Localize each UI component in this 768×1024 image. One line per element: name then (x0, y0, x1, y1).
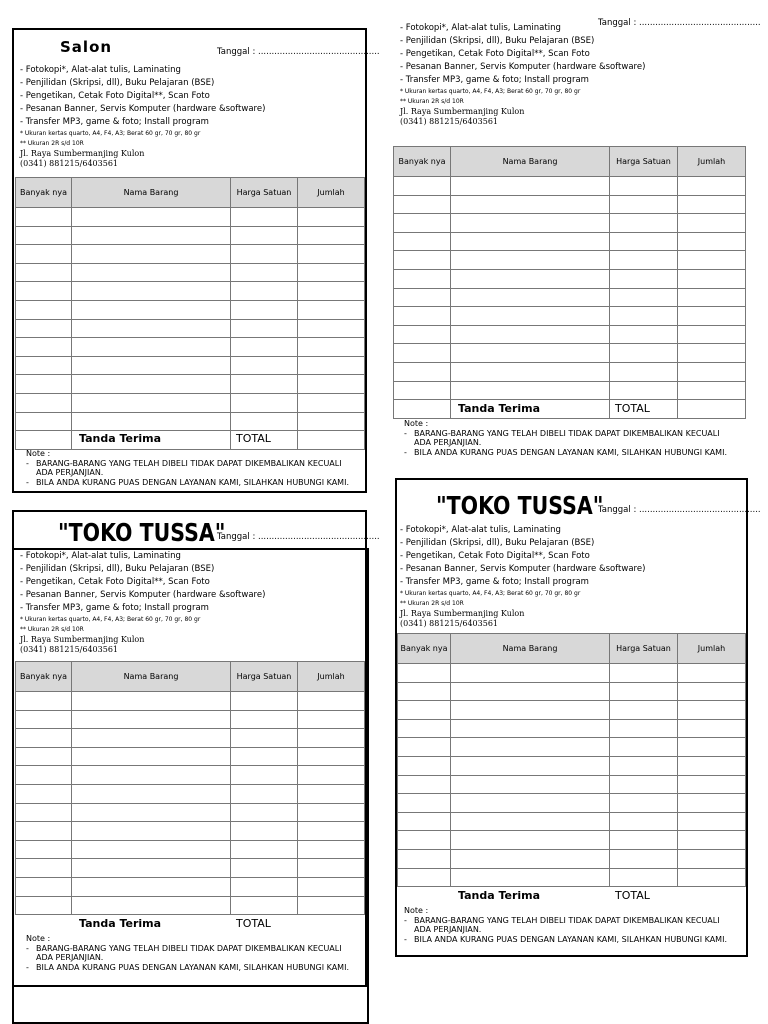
col-harga: Harga Satuan (231, 662, 298, 692)
item-cell[interactable] (451, 664, 610, 683)
price-cell[interactable] (610, 794, 678, 813)
note-item-cont: ADA PERJANJIAN. (36, 953, 104, 962)
service-item: - Transfer MP3, game & foto; Install program (400, 577, 589, 587)
footnote: ** Ukuran 2R s/d 10R (400, 600, 464, 607)
date-field: Tanggal : ............................................. (217, 47, 380, 57)
note-item: - BILA ANDA KURANG PUAS DENGAN LAYANAN KAMI, SILAHKAN HUBUNGI KAMI. (26, 478, 349, 488)
table-row (398, 738, 746, 757)
footnote: ** Ukuran 2R s/d 10R (20, 140, 84, 147)
address: Jl. Raya Sumbermanjing Kulon (400, 107, 525, 116)
qty-cell[interactable] (398, 682, 451, 701)
amount-cell[interactable] (678, 682, 746, 701)
note-label: Note : (26, 449, 51, 458)
service-item: - Penjilidan (Skripsi, dll), Buku Pelajaran (BSE) (20, 78, 215, 88)
item-cell[interactable] (451, 812, 610, 831)
col-jumlah: Jumlah (298, 662, 365, 692)
footnote: * Ukuran kertas quarto, A4, F4, A3; Berat 60 gr, 70 gr, 80 gr (20, 130, 201, 137)
service-item: - Pesanan Banner, Servis Komputer (hardware &software) (20, 104, 266, 114)
note-label: Note : (404, 419, 429, 428)
price-cell[interactable] (610, 775, 678, 794)
amount-cell[interactable] (678, 738, 746, 757)
footnote: * Ukuran kertas quarto, A4, F4, A3; Berat 60 gr, 70 gr, 80 gr (20, 616, 201, 623)
item-cell[interactable] (451, 831, 610, 850)
price-cell[interactable] (610, 719, 678, 738)
date-field: Tanggal : ............................................. (217, 532, 380, 542)
price-cell[interactable] (610, 682, 678, 701)
tanda-terima: Tanda Terima (79, 917, 162, 930)
price-cell[interactable] (610, 831, 678, 850)
price-cell[interactable] (610, 664, 678, 683)
item-cell[interactable] (451, 682, 610, 701)
address: Jl. Raya Sumbermanjing Kulon (20, 635, 145, 644)
note-item: - BILA ANDA KURANG PUAS DENGAN LAYANAN KAMI, SILAHKAN HUBUNGI KAMI. (404, 935, 727, 945)
total-label: TOTAL (236, 917, 271, 930)
col-jumlah: Jumlah (298, 178, 365, 208)
shop-title: Salon (60, 38, 113, 56)
table-row (398, 682, 746, 701)
tanda-terima: Tanda Terima (79, 432, 162, 445)
col-banyak: Banyak nya (16, 178, 72, 208)
service-item: - Fotokopi*, Alat-alat tulis, Laminating (20, 65, 181, 75)
note-label: Note : (404, 906, 429, 915)
item-cell[interactable] (451, 775, 610, 794)
address: Jl. Raya Sumbermanjing Kulon (20, 149, 145, 158)
address: Jl. Raya Sumbermanjing Kulon (400, 609, 525, 618)
note-item-cont: ADA PERJANJIAN. (414, 438, 482, 447)
col-nama: Nama Barang (72, 662, 231, 692)
table-row (398, 868, 746, 887)
tanda-terima: Tanda Terima (458, 889, 541, 902)
service-item: - Pengetikan, Cetak Foto Digital**, Scan Foto (400, 49, 590, 59)
amount-cell[interactable] (678, 831, 746, 850)
qty-cell[interactable] (398, 794, 451, 813)
footnote: ** Ukuran 2R s/d 10R (400, 98, 464, 105)
qty-cell[interactable] (398, 719, 451, 738)
service-item: - Penjilidan (Skripsi, dll), Buku Pelajaran (BSE) (20, 564, 215, 574)
note-item: - BARANG-BARANG YANG TELAH DIBELI TIDAK DAPAT DIKEMBALIKAN KECUALI (404, 916, 727, 926)
phone: (0341) 881215/6403561 (400, 619, 499, 628)
col-banyak: Banyak nya (16, 662, 72, 692)
table-row (398, 664, 746, 683)
phone: (0341) 881215/6403561 (20, 645, 119, 654)
service-item: - Penjilidan (Skripsi, dll), Buku Pelajaran (BSE) (400, 36, 595, 46)
table-row (398, 794, 746, 813)
qty-cell[interactable] (398, 664, 451, 683)
col-harga: Harga Satuan (231, 178, 298, 208)
qty-cell[interactable] (398, 775, 451, 794)
date-field: Tanggal : ............................................. (598, 18, 761, 28)
note-item: - BARANG-BARANG YANG TELAH DIBELI TIDAK DAPAT DIKEMBALIKAN KECUALI (26, 459, 349, 469)
col-banyak: Banyak nya (398, 634, 451, 664)
table-row (398, 719, 746, 738)
service-item: - Pesanan Banner, Servis Komputer (hardware &software) (400, 564, 646, 574)
footnote: * Ukuran kertas quarto, A4, F4, A3; Berat 60 gr, 70 gr, 80 gr (400, 88, 581, 95)
col-harga: Harga Satuan (610, 634, 678, 664)
note-item: - BILA ANDA KURANG PUAS DENGAN LAYANAN KAMI, SILAHKAN HUBUNGI KAMI. (404, 448, 727, 458)
footnote: ** Ukuran 2R s/d 10R (20, 626, 84, 633)
service-item: - Transfer MP3, game & foto; Install program (20, 117, 209, 127)
notes (404, 906, 727, 944)
price-cell[interactable] (610, 868, 678, 887)
col-jumlah: Jumlah (678, 147, 746, 177)
date-field: Tanggal : ............................................. (598, 505, 761, 515)
total-label: TOTAL (236, 432, 271, 445)
note-item-cont: ADA PERJANJIAN. (414, 925, 482, 934)
note-item: - BILA ANDA KURANG PUAS DENGAN LAYANAN KAMI, SILAHKAN HUBUNGI KAMI. (26, 963, 349, 973)
note-label: Note : (26, 934, 51, 943)
footnote: * Ukuran kertas quarto, A4, F4, A3; Berat 60 gr, 70 gr, 80 gr (400, 590, 581, 597)
service-item: - Transfer MP3, game & foto; Install program (20, 603, 209, 613)
shop-title: "TOKO TUSSA" (436, 491, 604, 520)
item-cell[interactable] (451, 738, 610, 757)
table-row (398, 849, 746, 868)
note-item: - BARANG-BARANG YANG TELAH DIBELI TIDAK DAPAT DIKEMBALIKAN KECUALI (26, 944, 349, 954)
amount-cell[interactable] (678, 849, 746, 868)
service-item: - Penjilidan (Skripsi, dll), Buku Pelajaran (BSE) (400, 538, 595, 548)
col-nama: Nama Barang (451, 147, 610, 177)
service-item: - Pengetikan, Cetak Foto Digital**, Scan Foto (400, 551, 590, 561)
qty-cell[interactable] (398, 868, 451, 887)
item-cell[interactable] (451, 756, 610, 775)
qty-cell[interactable] (398, 812, 451, 831)
price-cell[interactable] (610, 756, 678, 775)
qty-cell[interactable] (398, 701, 451, 720)
service-item: - Pesanan Banner, Servis Komputer (hardware &software) (20, 590, 266, 600)
col-banyak: Banyak nya (394, 147, 451, 177)
qty-cell[interactable] (398, 738, 451, 757)
services-list (400, 524, 645, 629)
service-item: - Pengetikan, Cetak Foto Digital**, Scan Foto (20, 91, 210, 101)
col-nama: Nama Barang (72, 178, 231, 208)
item-cell[interactable] (451, 719, 610, 738)
service-item: - Fotokopi*, Alat-alat tulis, Laminating (20, 551, 181, 561)
col-nama: Nama Barang (451, 634, 610, 664)
amount-cell[interactable] (678, 664, 746, 683)
table-row (398, 701, 746, 720)
qty-cell[interactable] (398, 831, 451, 850)
service-item: - Pesanan Banner, Servis Komputer (hardware &software) (400, 62, 646, 72)
total-label: TOTAL (615, 889, 650, 902)
col-jumlah: Jumlah (678, 634, 746, 664)
price-cell[interactable] (610, 849, 678, 868)
service-item: - Fotokopi*, Alat-alat tulis, Laminating (400, 525, 561, 535)
amount-cell[interactable] (678, 868, 746, 887)
phone: (0341) 881215/6403561 (400, 117, 499, 126)
shop-title: "TOKO TUSSA" (58, 518, 226, 547)
item-cell[interactable] (451, 794, 610, 813)
qty-cell[interactable] (398, 849, 451, 868)
items-table (397, 633, 746, 887)
amount-cell[interactable] (678, 701, 746, 720)
amount-cell[interactable] (678, 794, 746, 813)
note-item-cont: ADA PERJANJIAN. (36, 468, 104, 477)
item-cell[interactable] (451, 868, 610, 887)
service-item: - Pengetikan, Cetak Foto Digital**, Scan Foto (20, 577, 210, 587)
table-row (398, 831, 746, 850)
amount-cell[interactable] (678, 719, 746, 738)
table-row (398, 775, 746, 794)
table-row (398, 812, 746, 831)
tanda-terima: Tanda Terima (458, 402, 541, 415)
price-cell[interactable] (610, 738, 678, 757)
table-row (398, 756, 746, 775)
amount-cell[interactable] (678, 775, 746, 794)
total-label: TOTAL (615, 402, 650, 415)
service-item: - Fotokopi*, Alat-alat tulis, Laminating (400, 23, 561, 33)
price-cell[interactable] (610, 812, 678, 831)
amount-cell[interactable] (678, 812, 746, 831)
item-cell[interactable] (451, 701, 610, 720)
item-cell[interactable] (451, 849, 610, 868)
price-cell[interactable] (610, 701, 678, 720)
col-harga: Harga Satuan (610, 147, 678, 177)
phone: (0341) 881215/6403561 (20, 159, 119, 168)
service-item: - Transfer MP3, game & foto; Install program (400, 75, 589, 85)
qty-cell[interactable] (398, 756, 451, 775)
note-item: - BARANG-BARANG YANG TELAH DIBELI TIDAK DAPAT DIKEMBALIKAN KECUALI (404, 429, 727, 439)
amount-cell[interactable] (678, 756, 746, 775)
